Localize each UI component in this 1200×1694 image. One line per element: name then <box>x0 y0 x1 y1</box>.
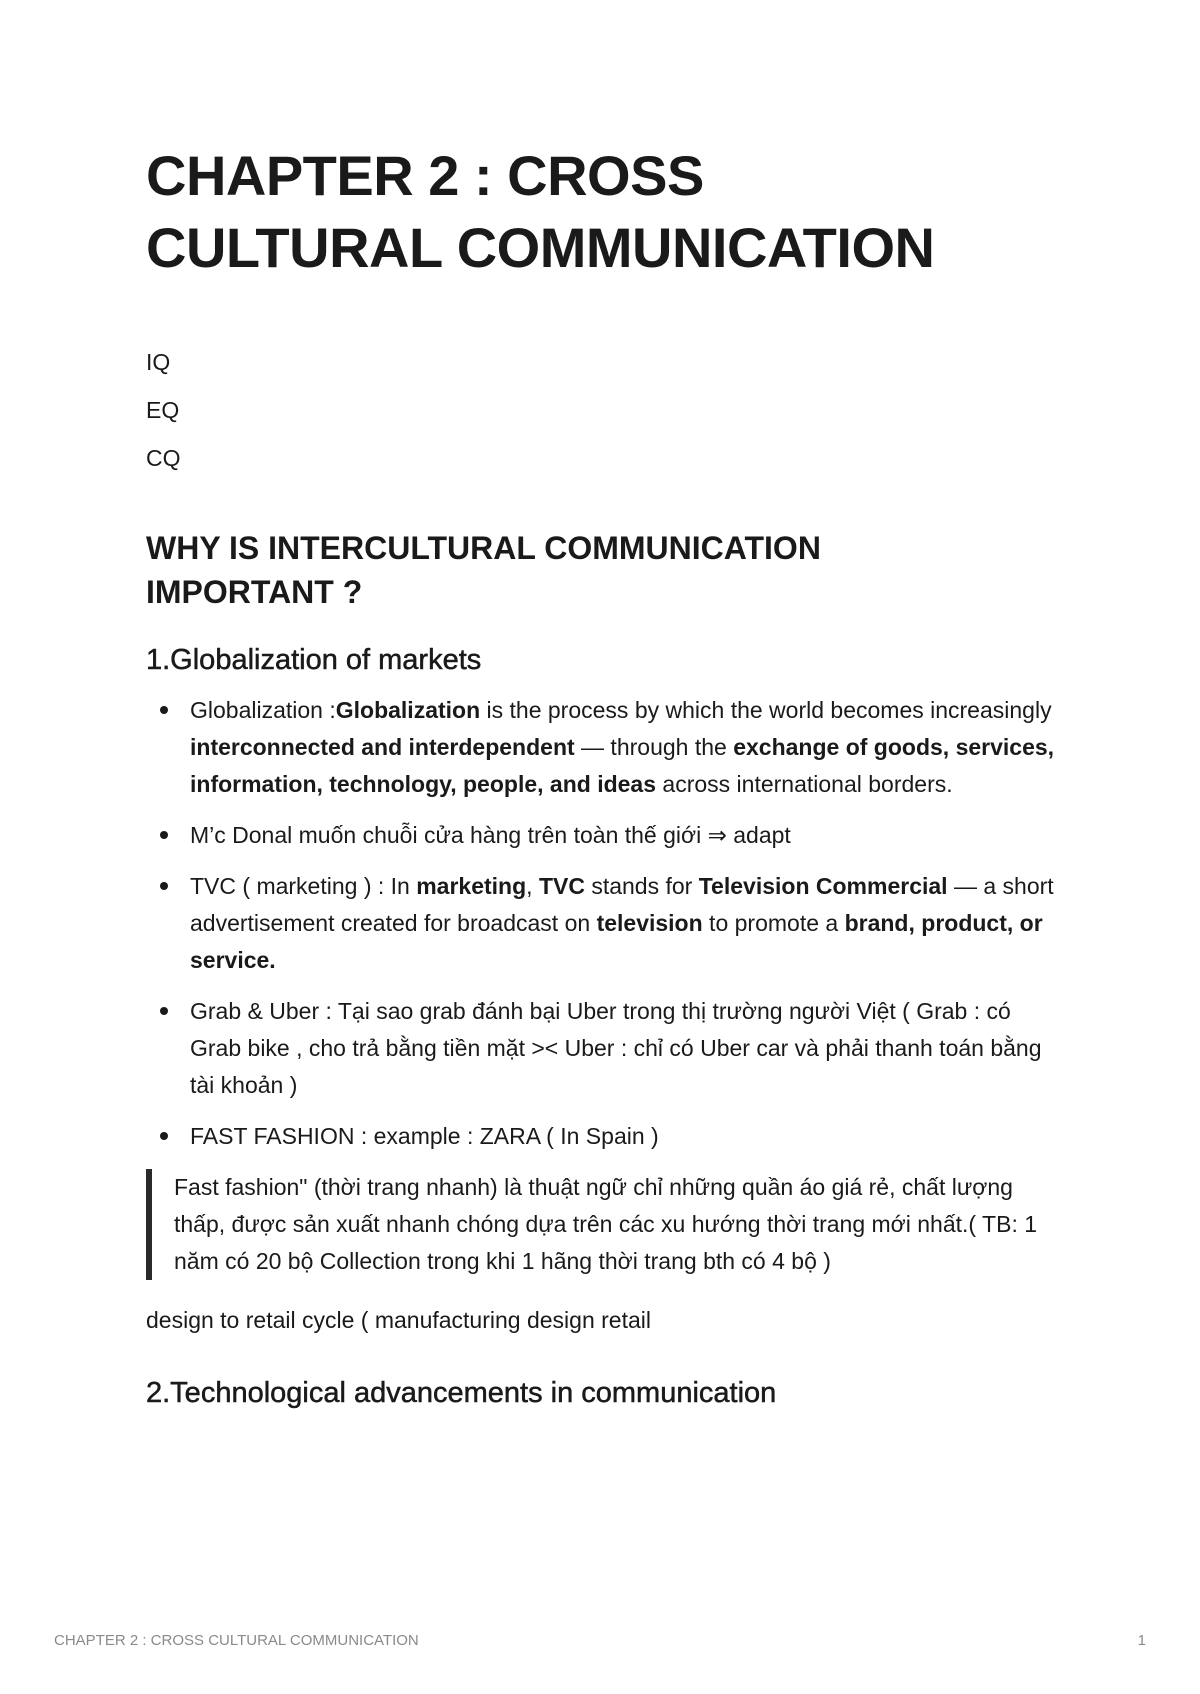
section-heading-line1: WHY IS INTERCULTURAL COMMUNICATION <box>146 530 821 566</box>
list-item <box>146 868 1066 979</box>
subheading-technology: 2.Technological advancements in communication <box>146 1377 777 1409</box>
bullet-bold-text: exchange of goods, services, information, technology, people, and ideas <box>190 734 1055 797</box>
page-title-line2: CULTURAL COMMUNICATION <box>146 216 935 279</box>
list-item <box>146 1118 1066 1155</box>
bullet-text: — a short advertisement created for broadcast on <box>190 873 1054 936</box>
list-item <box>146 692 1066 803</box>
bullet-text: Grab & Uber : Tại sao grab đánh bại Uber trong thị trường người Việt ( Grab : có Grab bike , cho trả bằng tiền mặt >< Uber : chỉ có Uber car và phải thanh toán bằng tài khoản ) <box>190 998 1042 1098</box>
bullet-text: stands for <box>584 873 699 899</box>
section-heading <box>146 526 1066 614</box>
bullet-text: across international borders. <box>656 771 953 797</box>
quotient-eq: EQ <box>146 397 180 423</box>
page-title <box>146 140 1066 284</box>
quotient-list <box>146 338 1066 482</box>
bullet-text: is the process by which the world becomes increasingly <box>480 697 1052 723</box>
bullet-icon <box>160 1132 168 1140</box>
bullet-bold-text: brand, product, or service. <box>190 910 1043 973</box>
retail-cycle-paragraph: design to retail cycle ( manufacturing design retail <box>146 1307 651 1333</box>
bullet-bold-text: TVC <box>538 873 585 899</box>
bullet-bold-text: marketing <box>416 873 527 899</box>
bullet-bold-text: interconnected and interdependent <box>190 734 575 760</box>
bullet-text: — through the <box>574 734 734 760</box>
bullet-text: Globalization : <box>190 697 336 723</box>
fast-fashion-quote: Fast fashion" (thời trang nhanh) là thuật ngữ chỉ những quần áo giá rẻ, chất lượng thấp, được sản xuất nhanh chóng dựa trên các xu hướng thời trang mới nhất.( TB: 1 năm có 20 bộ Collection trong khi 1 hãng thời trang bth có 4 bộ ) <box>146 1169 1066 1280</box>
document-body <box>146 140 1066 1413</box>
footer-page-number: 1 <box>1137 1632 1146 1649</box>
bullet-icon <box>160 1007 168 1015</box>
bullet-icon <box>160 882 168 890</box>
globalization-bullet-list <box>146 692 1066 1155</box>
bullet-bold-text: television <box>596 910 703 936</box>
bullet-bold-text: Television Commercial <box>698 873 948 899</box>
bullet-text: M’c Donal muốn chuỗi cửa hàng trên toàn thế giới ⇒ adapt <box>190 822 791 848</box>
bullet-text: , <box>526 873 539 899</box>
bullet-icon <box>160 831 168 839</box>
list-item <box>146 993 1066 1104</box>
bullet-text: to promote a <box>702 910 845 936</box>
quotient-cq: CQ <box>146 445 181 471</box>
footer-running-title: CHAPTER 2 : CROSS CULTURAL COMMUNICATION <box>54 1632 419 1649</box>
quotient-iq: IQ <box>146 349 171 375</box>
bullet-bold-text: Globalization <box>335 697 481 723</box>
bullet-text: TVC ( marketing ) : In <box>190 873 417 899</box>
page-title-line1: CHAPTER 2 : CROSS <box>146 144 704 207</box>
section-heading-line2: IMPORTANT ? <box>146 574 363 610</box>
bullet-text: FAST FASHION : example : ZARA ( In Spain ) <box>190 1123 659 1149</box>
subheading-globalization: 1.Globalization of markets <box>146 644 482 676</box>
bullet-icon <box>160 706 168 714</box>
list-item <box>146 817 1066 854</box>
